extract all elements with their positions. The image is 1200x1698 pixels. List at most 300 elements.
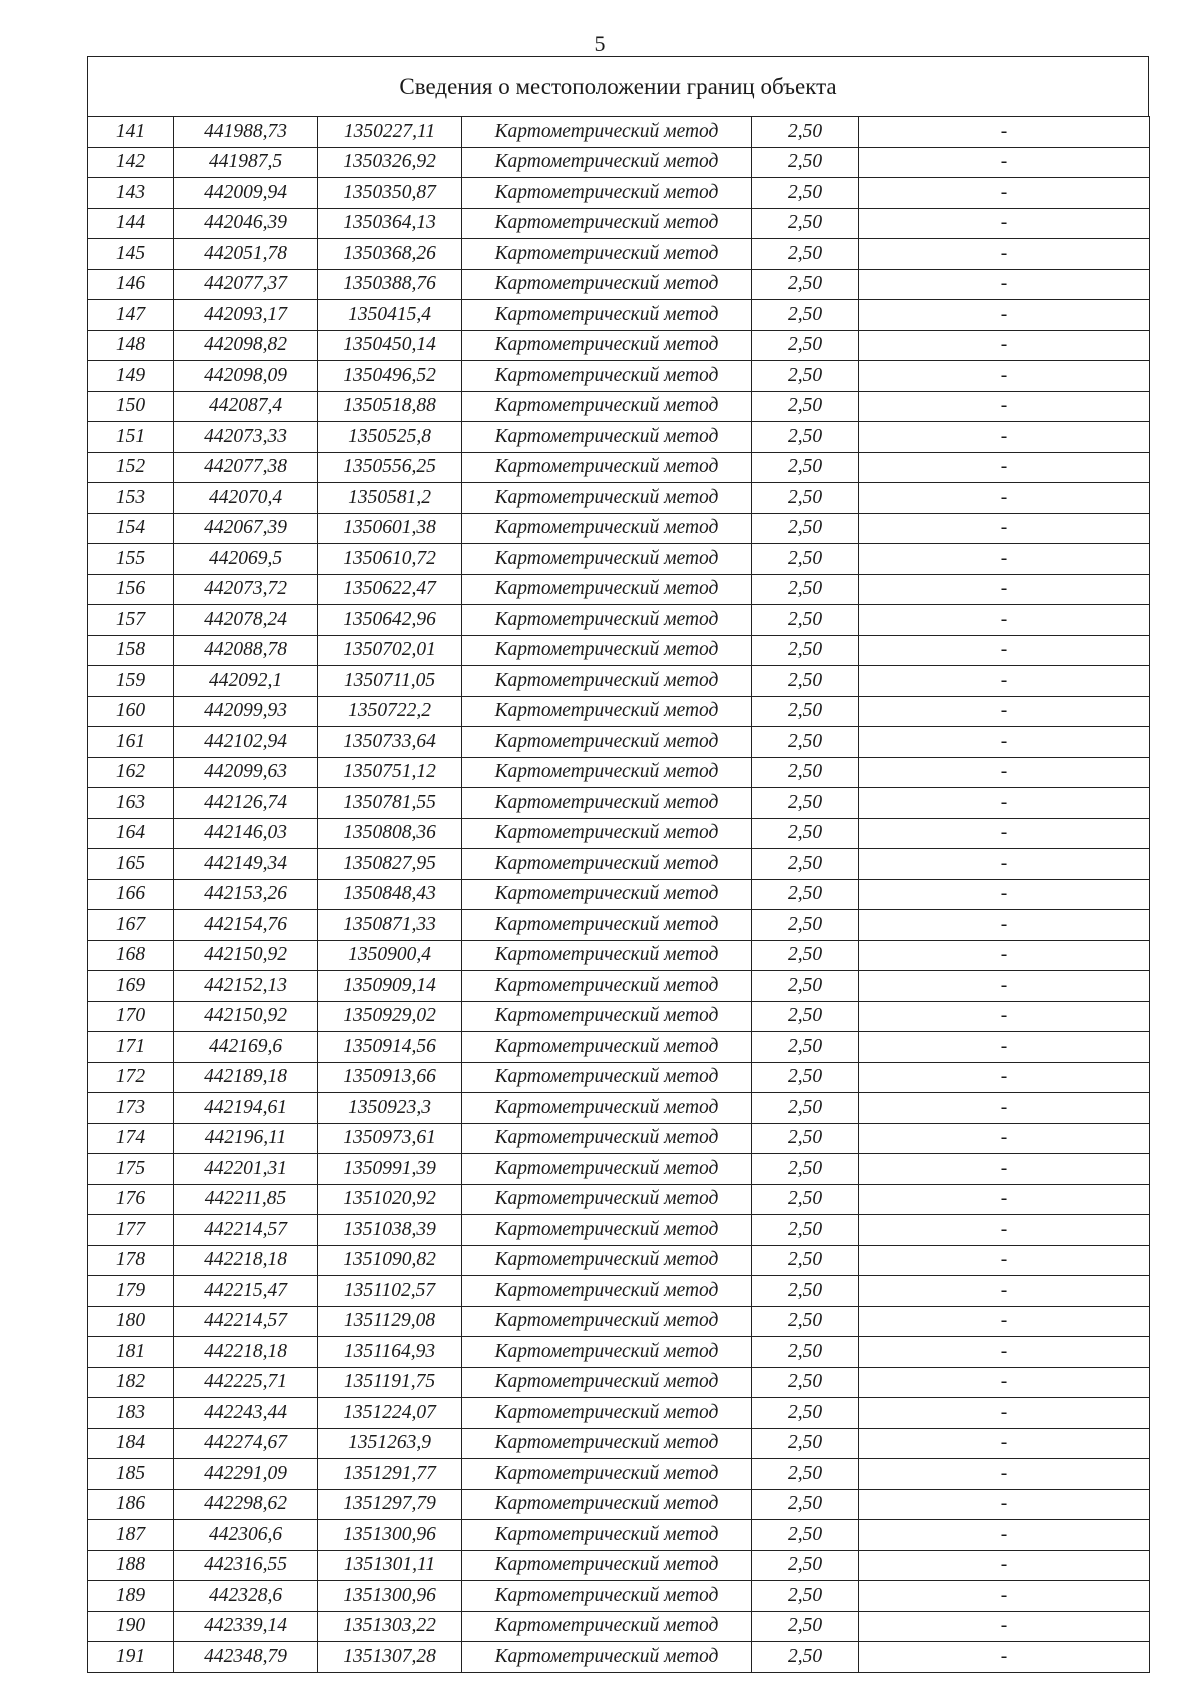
- table-row: [88, 666, 1150, 697]
- y-coordinate-cell: 1351038,39: [318, 1215, 462, 1246]
- description-cell: -: [859, 1398, 1150, 1429]
- method-cell: Картометрический метод: [462, 1154, 752, 1185]
- table-row: [88, 727, 1150, 758]
- method-cell: Картометрический метод: [462, 1581, 752, 1612]
- point-number-cell: 181: [88, 1337, 174, 1368]
- description-cell: -: [859, 1520, 1150, 1551]
- accuracy-cell: 2,50: [752, 1215, 859, 1246]
- method-cell: Картометрический метод: [462, 269, 752, 300]
- method-cell: Картометрический метод: [462, 818, 752, 849]
- y-coordinate-cell: 1351263,9: [318, 1428, 462, 1459]
- table-row: [88, 239, 1150, 270]
- description-cell: -: [859, 1154, 1150, 1185]
- description-cell: -: [859, 1428, 1150, 1459]
- description-cell: -: [859, 269, 1150, 300]
- x-coordinate-cell: 442214,57: [174, 1215, 318, 1246]
- y-coordinate-cell: 1351191,75: [318, 1367, 462, 1398]
- y-coordinate-cell: 1351090,82: [318, 1245, 462, 1276]
- table-title: Сведения о местоположении границ объекта: [87, 56, 1149, 116]
- accuracy-cell: 2,50: [752, 422, 859, 453]
- x-coordinate-cell: 442291,09: [174, 1459, 318, 1490]
- table-row: [88, 574, 1150, 605]
- y-coordinate-cell: 1351291,77: [318, 1459, 462, 1490]
- method-cell: Картометрический метод: [462, 1062, 752, 1093]
- y-coordinate-cell: 1351301,11: [318, 1550, 462, 1581]
- x-coordinate-cell: 442189,18: [174, 1062, 318, 1093]
- table-row: [88, 361, 1150, 392]
- description-cell: -: [859, 1215, 1150, 1246]
- description-cell: -: [859, 1306, 1150, 1337]
- table-row: [88, 1459, 1150, 1490]
- description-cell: -: [859, 239, 1150, 270]
- accuracy-cell: 2,50: [752, 757, 859, 788]
- y-coordinate-cell: 1350610,72: [318, 544, 462, 575]
- method-cell: Картометрический метод: [462, 147, 752, 178]
- y-coordinate-cell: 1350556,25: [318, 452, 462, 483]
- method-cell: Картометрический метод: [462, 971, 752, 1002]
- method-cell: Картометрический метод: [462, 574, 752, 605]
- method-cell: Картометрический метод: [462, 1093, 752, 1124]
- accuracy-cell: 2,50: [752, 300, 859, 331]
- description-cell: -: [859, 574, 1150, 605]
- x-coordinate-cell: 442211,85: [174, 1184, 318, 1215]
- table-row: [88, 1032, 1150, 1063]
- table-row: [88, 910, 1150, 941]
- method-cell: Картометрический метод: [462, 1276, 752, 1307]
- table-row: [88, 1520, 1150, 1551]
- x-coordinate-cell: 442099,93: [174, 696, 318, 727]
- point-number-cell: 189: [88, 1581, 174, 1612]
- accuracy-cell: 2,50: [752, 1459, 859, 1490]
- method-cell: Картометрический метод: [462, 1428, 752, 1459]
- point-number-cell: 151: [88, 422, 174, 453]
- y-coordinate-cell: 1351020,92: [318, 1184, 462, 1215]
- method-cell: Картометрический метод: [462, 1001, 752, 1032]
- method-cell: Картометрический метод: [462, 940, 752, 971]
- point-number-cell: 161: [88, 727, 174, 758]
- accuracy-cell: 2,50: [752, 971, 859, 1002]
- method-cell: Картометрический метод: [462, 1184, 752, 1215]
- method-cell: Картометрический метод: [462, 1611, 752, 1642]
- x-coordinate-cell: 442088,78: [174, 635, 318, 666]
- point-number-cell: 143: [88, 178, 174, 209]
- table-row: [88, 544, 1150, 575]
- y-coordinate-cell: 1351297,79: [318, 1489, 462, 1520]
- x-coordinate-cell: 442225,71: [174, 1367, 318, 1398]
- table-row: [88, 422, 1150, 453]
- table-row: [88, 330, 1150, 361]
- y-coordinate-cell: 1350415,4: [318, 300, 462, 331]
- point-number-cell: 158: [88, 635, 174, 666]
- point-number-cell: 153: [88, 483, 174, 514]
- point-number-cell: 175: [88, 1154, 174, 1185]
- description-cell: -: [859, 1245, 1150, 1276]
- table-row: [88, 147, 1150, 178]
- point-number-cell: 150: [88, 391, 174, 422]
- description-cell: -: [859, 940, 1150, 971]
- accuracy-cell: 2,50: [752, 879, 859, 910]
- description-cell: -: [859, 849, 1150, 880]
- x-coordinate-cell: 442077,38: [174, 452, 318, 483]
- y-coordinate-cell: 1350601,38: [318, 513, 462, 544]
- point-number-cell: 167: [88, 910, 174, 941]
- y-coordinate-cell: 1350991,39: [318, 1154, 462, 1185]
- description-cell: -: [859, 544, 1150, 575]
- accuracy-cell: 2,50: [752, 666, 859, 697]
- point-number-cell: 149: [88, 361, 174, 392]
- description-cell: -: [859, 666, 1150, 697]
- point-number-cell: 177: [88, 1215, 174, 1246]
- accuracy-cell: 2,50: [752, 1581, 859, 1612]
- point-number-cell: 162: [88, 757, 174, 788]
- method-cell: Картометрический метод: [462, 605, 752, 636]
- table-row: [88, 1306, 1150, 1337]
- table-row: [88, 1367, 1150, 1398]
- table-row: [88, 1001, 1150, 1032]
- point-number-cell: 157: [88, 605, 174, 636]
- description-cell: -: [859, 117, 1150, 148]
- point-number-cell: 165: [88, 849, 174, 880]
- y-coordinate-cell: 1351224,07: [318, 1398, 462, 1429]
- accuracy-cell: 2,50: [752, 1062, 859, 1093]
- point-number-cell: 173: [88, 1093, 174, 1124]
- description-cell: -: [859, 1489, 1150, 1520]
- x-coordinate-cell: 442149,34: [174, 849, 318, 880]
- y-coordinate-cell: 1351164,93: [318, 1337, 462, 1368]
- y-coordinate-cell: 1350781,55: [318, 788, 462, 819]
- y-coordinate-cell: 1350909,14: [318, 971, 462, 1002]
- x-coordinate-cell: 442218,18: [174, 1245, 318, 1276]
- accuracy-cell: 2,50: [752, 1428, 859, 1459]
- table-row: [88, 1154, 1150, 1185]
- method-cell: Картометрический метод: [462, 178, 752, 209]
- method-cell: Картометрический метод: [462, 208, 752, 239]
- method-cell: Картометрический метод: [462, 422, 752, 453]
- point-number-cell: 154: [88, 513, 174, 544]
- method-cell: Картометрический метод: [462, 1550, 752, 1581]
- method-cell: Картометрический метод: [462, 666, 752, 697]
- description-cell: -: [859, 910, 1150, 941]
- description-cell: -: [859, 1032, 1150, 1063]
- accuracy-cell: 2,50: [752, 330, 859, 361]
- x-coordinate-cell: 442126,74: [174, 788, 318, 819]
- table-row: [88, 1581, 1150, 1612]
- point-number-cell: 176: [88, 1184, 174, 1215]
- accuracy-cell: 2,50: [752, 605, 859, 636]
- description-cell: -: [859, 635, 1150, 666]
- description-cell: -: [859, 1001, 1150, 1032]
- point-number-cell: 184: [88, 1428, 174, 1459]
- accuracy-cell: 2,50: [752, 635, 859, 666]
- y-coordinate-cell: 1350702,01: [318, 635, 462, 666]
- method-cell: Картометрический метод: [462, 727, 752, 758]
- y-coordinate-cell: 1351303,22: [318, 1611, 462, 1642]
- x-coordinate-cell: 442046,39: [174, 208, 318, 239]
- accuracy-cell: 2,50: [752, 1032, 859, 1063]
- y-coordinate-cell: 1350871,33: [318, 910, 462, 941]
- y-coordinate-cell: 1350496,52: [318, 361, 462, 392]
- description-cell: -: [859, 483, 1150, 514]
- x-coordinate-cell: 442093,17: [174, 300, 318, 331]
- x-coordinate-cell: 442102,94: [174, 727, 318, 758]
- y-coordinate-cell: 1350450,14: [318, 330, 462, 361]
- point-number-cell: 148: [88, 330, 174, 361]
- y-coordinate-cell: 1350722,2: [318, 696, 462, 727]
- point-number-cell: 155: [88, 544, 174, 575]
- y-coordinate-cell: 1350326,92: [318, 147, 462, 178]
- table-row: [88, 483, 1150, 514]
- description-cell: -: [859, 1337, 1150, 1368]
- point-number-cell: 187: [88, 1520, 174, 1551]
- table-row: [88, 818, 1150, 849]
- accuracy-cell: 2,50: [752, 1367, 859, 1398]
- x-coordinate-cell: 442078,24: [174, 605, 318, 636]
- x-coordinate-cell: 442069,5: [174, 544, 318, 575]
- point-number-cell: 178: [88, 1245, 174, 1276]
- table-row: [88, 1062, 1150, 1093]
- y-coordinate-cell: 1350711,05: [318, 666, 462, 697]
- table-row: [88, 452, 1150, 483]
- accuracy-cell: 2,50: [752, 1001, 859, 1032]
- method-cell: Картометрический метод: [462, 1367, 752, 1398]
- y-coordinate-cell: 1350622,47: [318, 574, 462, 605]
- x-coordinate-cell: 442154,76: [174, 910, 318, 941]
- table-row: [88, 513, 1150, 544]
- method-cell: Картометрический метод: [462, 483, 752, 514]
- x-coordinate-cell: 442099,63: [174, 757, 318, 788]
- method-cell: Картометрический метод: [462, 1245, 752, 1276]
- y-coordinate-cell: 1350848,43: [318, 879, 462, 910]
- method-cell: Картометрический метод: [462, 391, 752, 422]
- table-row: [88, 849, 1150, 880]
- table-row: [88, 696, 1150, 727]
- point-number-cell: 168: [88, 940, 174, 971]
- description-cell: -: [859, 1276, 1150, 1307]
- method-cell: Картометрический метод: [462, 788, 752, 819]
- description-cell: -: [859, 208, 1150, 239]
- table-row: [88, 1398, 1150, 1429]
- point-number-cell: 152: [88, 452, 174, 483]
- x-coordinate-cell: 442339,14: [174, 1611, 318, 1642]
- y-coordinate-cell: 1350900,4: [318, 940, 462, 971]
- x-coordinate-cell: 442150,92: [174, 1001, 318, 1032]
- x-coordinate-cell: 442067,39: [174, 513, 318, 544]
- point-number-cell: 141: [88, 117, 174, 148]
- table-row: [88, 117, 1150, 148]
- x-coordinate-cell: 442152,13: [174, 971, 318, 1002]
- x-coordinate-cell: 442146,03: [174, 818, 318, 849]
- method-cell: Картометрический метод: [462, 757, 752, 788]
- accuracy-cell: 2,50: [752, 940, 859, 971]
- point-number-cell: 174: [88, 1123, 174, 1154]
- y-coordinate-cell: 1350827,95: [318, 849, 462, 880]
- method-cell: Картометрический метод: [462, 452, 752, 483]
- method-cell: Картометрический метод: [462, 1489, 752, 1520]
- accuracy-cell: 2,50: [752, 818, 859, 849]
- y-coordinate-cell: 1350525,8: [318, 422, 462, 453]
- accuracy-cell: 2,50: [752, 1154, 859, 1185]
- table-row: [88, 391, 1150, 422]
- table-row: [88, 1428, 1150, 1459]
- method-cell: Картометрический метод: [462, 1123, 752, 1154]
- method-cell: Картометрический метод: [462, 1642, 752, 1673]
- x-coordinate-cell: 442201,31: [174, 1154, 318, 1185]
- y-coordinate-cell: 1350388,76: [318, 269, 462, 300]
- description-cell: -: [859, 1062, 1150, 1093]
- description-cell: -: [859, 452, 1150, 483]
- coordinates-sheet: [87, 56, 1149, 1673]
- y-coordinate-cell: 1350350,87: [318, 178, 462, 209]
- description-cell: -: [859, 330, 1150, 361]
- point-number-cell: 147: [88, 300, 174, 331]
- table-row: [88, 635, 1150, 666]
- accuracy-cell: 2,50: [752, 1489, 859, 1520]
- method-cell: Картометрический метод: [462, 300, 752, 331]
- y-coordinate-cell: 1350364,13: [318, 208, 462, 239]
- table-row: [88, 879, 1150, 910]
- description-cell: -: [859, 391, 1150, 422]
- accuracy-cell: 2,50: [752, 727, 859, 758]
- description-cell: -: [859, 1123, 1150, 1154]
- y-coordinate-cell: 1350751,12: [318, 757, 462, 788]
- accuracy-cell: 2,50: [752, 208, 859, 239]
- method-cell: Картометрический метод: [462, 1032, 752, 1063]
- y-coordinate-cell: 1350733,64: [318, 727, 462, 758]
- method-cell: Картометрический метод: [462, 1215, 752, 1246]
- point-number-cell: 182: [88, 1367, 174, 1398]
- accuracy-cell: 2,50: [752, 1550, 859, 1581]
- description-cell: -: [859, 361, 1150, 392]
- y-coordinate-cell: 1350929,02: [318, 1001, 462, 1032]
- x-coordinate-cell: 441987,5: [174, 147, 318, 178]
- point-number-cell: 142: [88, 147, 174, 178]
- method-cell: Картометрический метод: [462, 544, 752, 575]
- point-number-cell: 146: [88, 269, 174, 300]
- y-coordinate-cell: 1351129,08: [318, 1306, 462, 1337]
- y-coordinate-cell: 1350808,36: [318, 818, 462, 849]
- method-cell: Картометрический метод: [462, 1337, 752, 1368]
- description-cell: -: [859, 513, 1150, 544]
- table-row: [88, 1123, 1150, 1154]
- point-number-cell: 183: [88, 1398, 174, 1429]
- method-cell: Картометрический метод: [462, 879, 752, 910]
- method-cell: Картометрический метод: [462, 330, 752, 361]
- x-coordinate-cell: 442243,44: [174, 1398, 318, 1429]
- accuracy-cell: 2,50: [752, 1337, 859, 1368]
- point-number-cell: 160: [88, 696, 174, 727]
- x-coordinate-cell: 442316,55: [174, 1550, 318, 1581]
- y-coordinate-cell: 1351300,96: [318, 1520, 462, 1551]
- table-row: [88, 757, 1150, 788]
- point-number-cell: 164: [88, 818, 174, 849]
- x-coordinate-cell: 442328,6: [174, 1581, 318, 1612]
- x-coordinate-cell: 442214,57: [174, 1306, 318, 1337]
- accuracy-cell: 2,50: [752, 1093, 859, 1124]
- point-number-cell: 190: [88, 1611, 174, 1642]
- table-row: [88, 208, 1150, 239]
- description-cell: -: [859, 1611, 1150, 1642]
- y-coordinate-cell: 1350914,56: [318, 1032, 462, 1063]
- accuracy-cell: 2,50: [752, 117, 859, 148]
- table-row: [88, 269, 1150, 300]
- description-cell: -: [859, 788, 1150, 819]
- point-number-cell: 180: [88, 1306, 174, 1337]
- x-coordinate-cell: 442098,09: [174, 361, 318, 392]
- y-coordinate-cell: 1350518,88: [318, 391, 462, 422]
- method-cell: Картометрический метод: [462, 513, 752, 544]
- accuracy-cell: 2,50: [752, 544, 859, 575]
- accuracy-cell: 2,50: [752, 1642, 859, 1673]
- x-coordinate-cell: 442070,4: [174, 483, 318, 514]
- method-cell: Картометрический метод: [462, 635, 752, 666]
- point-number-cell: 185: [88, 1459, 174, 1490]
- method-cell: Картометрический метод: [462, 910, 752, 941]
- x-coordinate-cell: 442073,72: [174, 574, 318, 605]
- method-cell: Картометрический метод: [462, 1306, 752, 1337]
- description-cell: -: [859, 178, 1150, 209]
- y-coordinate-cell: 1350227,11: [318, 117, 462, 148]
- method-cell: Картометрический метод: [462, 1398, 752, 1429]
- x-coordinate-cell: 442194,61: [174, 1093, 318, 1124]
- accuracy-cell: 2,50: [752, 452, 859, 483]
- y-coordinate-cell: 1350642,96: [318, 605, 462, 636]
- x-coordinate-cell: 442348,79: [174, 1642, 318, 1673]
- table-row: [88, 1550, 1150, 1581]
- x-coordinate-cell: 442098,82: [174, 330, 318, 361]
- description-cell: -: [859, 300, 1150, 331]
- x-coordinate-cell: 442077,37: [174, 269, 318, 300]
- x-coordinate-cell: 442087,4: [174, 391, 318, 422]
- description-cell: -: [859, 605, 1150, 636]
- description-cell: -: [859, 1642, 1150, 1673]
- y-coordinate-cell: 1350923,3: [318, 1093, 462, 1124]
- page-number: 5: [594, 31, 606, 56]
- method-cell: Картометрический метод: [462, 696, 752, 727]
- description-cell: -: [859, 1093, 1150, 1124]
- point-number-cell: 171: [88, 1032, 174, 1063]
- method-cell: Картометрический метод: [462, 117, 752, 148]
- point-number-cell: 166: [88, 879, 174, 910]
- x-coordinate-cell: 442298,62: [174, 1489, 318, 1520]
- point-number-cell: 186: [88, 1489, 174, 1520]
- accuracy-cell: 2,50: [752, 483, 859, 514]
- accuracy-cell: 2,50: [752, 239, 859, 270]
- accuracy-cell: 2,50: [752, 574, 859, 605]
- table-row: [88, 1276, 1150, 1307]
- table-row: [88, 178, 1150, 209]
- description-cell: -: [859, 879, 1150, 910]
- point-number-cell: 170: [88, 1001, 174, 1032]
- y-coordinate-cell: 1350581,2: [318, 483, 462, 514]
- accuracy-cell: 2,50: [752, 910, 859, 941]
- x-coordinate-cell: 442306,6: [174, 1520, 318, 1551]
- coordinates-table: [87, 116, 1150, 1673]
- x-coordinate-cell: 442051,78: [174, 239, 318, 270]
- accuracy-cell: 2,50: [752, 1245, 859, 1276]
- point-number-cell: 145: [88, 239, 174, 270]
- accuracy-cell: 2,50: [752, 147, 859, 178]
- method-cell: Картометрический метод: [462, 239, 752, 270]
- accuracy-cell: 2,50: [752, 1123, 859, 1154]
- x-coordinate-cell: 442215,47: [174, 1276, 318, 1307]
- accuracy-cell: 2,50: [752, 1520, 859, 1551]
- point-number-cell: 169: [88, 971, 174, 1002]
- table-row: [88, 971, 1150, 1002]
- accuracy-cell: 2,50: [752, 1611, 859, 1642]
- accuracy-cell: 2,50: [752, 269, 859, 300]
- description-cell: -: [859, 757, 1150, 788]
- description-cell: -: [859, 1367, 1150, 1398]
